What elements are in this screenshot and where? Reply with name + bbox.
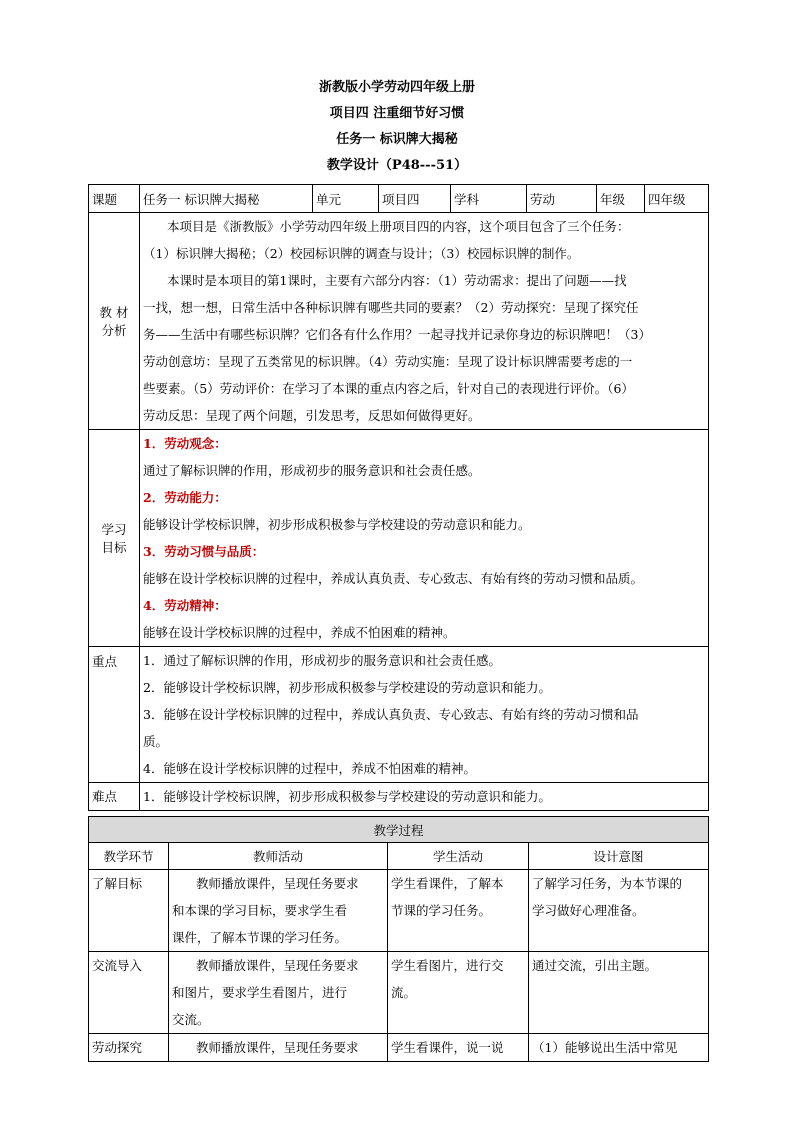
process-row xyxy=(89,1034,709,1062)
intent-line: 通过交流，引出主题。 xyxy=(532,958,658,973)
analysis-line: （1）标识牌大揭秘；（2）校园标识牌的调查与设计；（3）校园标识牌的制作。 xyxy=(143,246,580,261)
teacher-line: 教师播放课件，呈现任务要求 xyxy=(196,958,359,973)
analysis-row xyxy=(89,213,709,430)
objective-heading: 1．劳动观念： xyxy=(143,436,227,451)
student-line: 流。 xyxy=(391,985,417,1000)
student-line: 学生看课件，说一说 xyxy=(391,1040,504,1055)
student-cell xyxy=(388,1034,529,1062)
grade-value: 四年级 xyxy=(645,185,709,213)
objectives-row xyxy=(89,430,709,647)
key-point-line: 4．能够在设计学校标识牌的过程中，养成不怕困难的精神。 xyxy=(143,761,476,776)
subject-value: 劳动 xyxy=(527,185,597,213)
student-cell xyxy=(388,952,529,1034)
col-header-stage: 教学环节 xyxy=(89,843,169,870)
analysis-line: 一找，想一想，日常生活中各种标识牌有哪些共同的要素？（2）劳动探究：呈现了探究任 xyxy=(143,300,639,315)
topic-label: 课题 xyxy=(89,185,140,213)
objectives-label-line1: 学习 xyxy=(101,522,127,537)
analysis-line: 劳动反思：呈现了两个问题，引发思考，反思如何做得更好。 xyxy=(143,408,481,423)
teaching-process-table xyxy=(88,816,709,1062)
teacher-line: 教师播放课件，呈现任务要求 xyxy=(196,1040,359,1055)
key-point-line: 2．能够设计学校标识牌，初步形成积极参与学校建设的劳动意识和能力。 xyxy=(143,680,551,695)
stage-cell xyxy=(89,870,169,952)
objective-heading: 3．劳动习惯与品质： xyxy=(143,544,265,559)
stage-cell xyxy=(89,952,169,1034)
analysis-line: 本课时是本项目的第1课时，主要有六部分内容：（1）劳动需求：提出了问题——找 xyxy=(167,273,627,288)
intent-cell xyxy=(529,1034,709,1062)
col-header-intent: 设计意图 xyxy=(529,843,709,870)
col-header-student: 学生活动 xyxy=(388,843,529,870)
difficulty-line: 1．能够设计学校标识牌，初步形成积极参与学校建设的劳动意识和能力。 xyxy=(143,789,551,804)
analysis-label-line1: 教 材 xyxy=(99,305,129,320)
objectives-label xyxy=(89,430,140,647)
stage-name: 交流导入 xyxy=(92,958,143,973)
student-line: 学生看图片，进行交 xyxy=(391,958,504,973)
document-header xyxy=(0,75,794,179)
objective-text: 能够在设计学校标识牌的过程中，养成不怕困难的精神。 xyxy=(143,625,456,640)
stage-name: 劳动探究 xyxy=(92,1040,143,1055)
process-title-row xyxy=(89,817,709,843)
analysis-line: 劳动创意坊：呈现了五类常见的标识牌。（4）劳动实施：呈现了设计标识牌需要考虑的一 xyxy=(143,354,633,369)
student-line: 学生看课件，了解本 xyxy=(391,876,504,891)
stage-cell xyxy=(89,1034,169,1062)
objective-text: 通过了解标识牌的作用，形成初步的服务意识和社会责任感。 xyxy=(143,463,481,478)
unit-value: 项目四 xyxy=(379,185,451,213)
teacher-line: 教师播放课件，呈现任务要求 xyxy=(196,876,359,891)
objectives-label-line2: 目标 xyxy=(101,540,127,555)
student-line: 节课的学习任务。 xyxy=(391,903,492,918)
key-points-content xyxy=(140,647,709,783)
stage-name: 了解目标 xyxy=(92,876,143,891)
teacher-line: 和图片，要求学生看图片，进行 xyxy=(172,985,348,1000)
doc-title-line2: 项目四 注重细节好习惯 xyxy=(329,106,465,121)
process-row xyxy=(89,870,709,952)
teacher-cell xyxy=(169,952,388,1034)
objective-text: 能够在设计学校标识牌的过程中，养成认真负责、专心致志、有始有终的劳动习惯和品质。 xyxy=(143,571,644,586)
key-point-line: 3．能够在设计学校标识牌的过程中，养成认真负责、专心致志、有始有终的劳动习惯和品 xyxy=(143,707,639,722)
intent-line: 了解学习任务，为本节课的 xyxy=(532,876,683,891)
difficulty-label: 难点 xyxy=(89,783,140,811)
key-point-line: 质。 xyxy=(143,734,169,749)
difficulty-row xyxy=(89,783,709,811)
intent-line: 学习做好心理准备。 xyxy=(532,903,645,918)
intent-line: （1）能够说出生活中常见 xyxy=(532,1040,678,1055)
info-row xyxy=(89,185,709,213)
intent-cell xyxy=(529,870,709,952)
analysis-line: 务——生活中有哪些标识牌？它们各有什么作用？一起寻找并记录你身边的标识牌吧！（3） xyxy=(143,327,651,342)
process-header-row xyxy=(89,843,709,870)
key-point-line: 1．通过了解标识牌的作用，形成初步的服务意识和社会责任感。 xyxy=(143,653,501,668)
analysis-line: 本项目是《浙教版》小学劳动四年级上册项目四的内容，这个项目包含了三个任务： xyxy=(167,219,630,234)
key-points-label: 重点 xyxy=(89,647,140,783)
unit-label: 单元 xyxy=(313,185,379,213)
teacher-cell xyxy=(169,870,388,952)
col-header-teacher: 教师活动 xyxy=(169,843,388,870)
doc-title-line4: 教学设计（P48---51） xyxy=(326,158,468,173)
intent-cell xyxy=(529,952,709,1034)
process-row xyxy=(89,952,709,1034)
teacher-line: 和本课的学习目标，要求学生看 xyxy=(172,903,348,918)
teacher-cell xyxy=(169,1034,388,1062)
analysis-content xyxy=(140,213,709,430)
key-points-row xyxy=(89,647,709,783)
grade-label: 年级 xyxy=(597,185,645,213)
analysis-line: 些要素。（5）劳动评价：在学习了本课的重点内容之后，针对自己的表现进行评价。（6） xyxy=(143,381,634,396)
topic-value: 任务一 标识牌大揭秘 xyxy=(140,185,313,213)
analysis-label xyxy=(89,213,140,430)
student-cell xyxy=(388,870,529,952)
subject-label: 学科 xyxy=(451,185,527,213)
doc-title-line3: 任务一 标识牌大揭秘 xyxy=(336,132,458,147)
teacher-line: 课件，了解本节课的学习任务。 xyxy=(172,930,348,945)
process-title: 教学过程 xyxy=(89,817,709,843)
difficulty-content xyxy=(140,783,709,811)
objective-heading: 4．劳动精神： xyxy=(143,598,227,613)
lesson-info-table xyxy=(88,184,709,811)
objective-text: 能够设计学校标识牌，初步形成积极参与学校建设的劳动意识和能力。 xyxy=(143,517,531,532)
objectives-content xyxy=(140,430,709,647)
teacher-line: 交流。 xyxy=(172,1012,210,1027)
objective-heading: 2．劳动能力： xyxy=(143,490,227,505)
doc-title-line1: 浙教版小学劳动四年级上册 xyxy=(318,80,475,95)
analysis-label-line2: 分析 xyxy=(101,323,127,338)
